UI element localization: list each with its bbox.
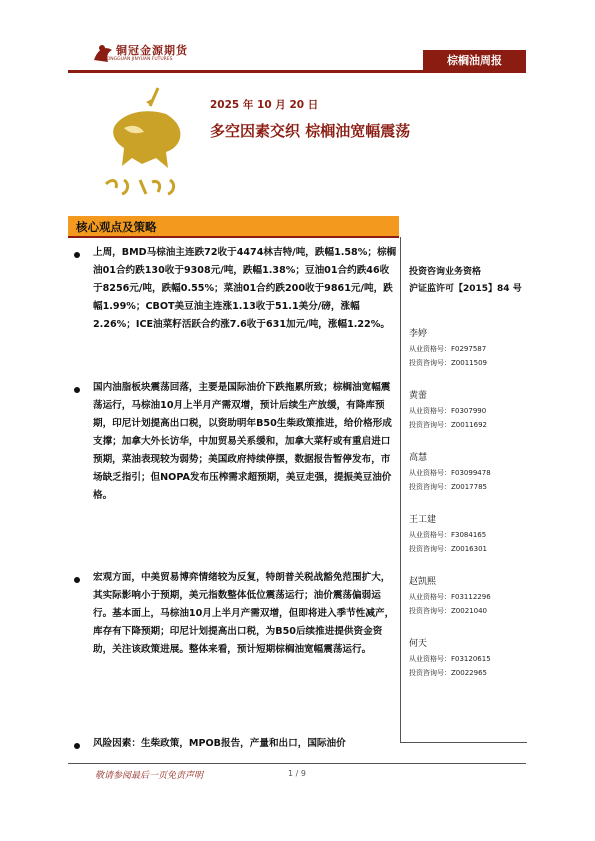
analyst-consult-no: 投资咨询号：Z0011509	[409, 359, 487, 367]
bullet-icon	[74, 387, 80, 393]
bullet-icon	[74, 743, 80, 749]
analyst-name: 王工建	[409, 515, 437, 525]
analyst-consult-no: 投资咨询号：Z0011692	[409, 421, 487, 429]
page-number: 1 / 9	[288, 769, 306, 778]
analyst-name: 高慧	[409, 453, 428, 463]
analyst-name: 何天	[409, 639, 428, 649]
company-name: 铜冠金源期货	[116, 44, 188, 57]
analyst-consult-no: 投资咨询号：Z0016301	[409, 545, 487, 553]
analyst-practice-no: 从业资格号：F0307990	[409, 407, 487, 415]
license-number: 沪证监许可【2015】84 号	[409, 284, 522, 294]
report-headline: 多空因素交织 棕榈油宽幅震荡	[210, 122, 411, 140]
footer-rule	[68, 763, 526, 764]
analyst-consult-no: 投资咨询号：Z0017785	[409, 483, 487, 491]
section-title: 核心观点及策略	[76, 220, 157, 234]
report-type-title: 棕榈油周报	[447, 54, 502, 67]
analyst-name: 黄蕾	[409, 391, 428, 401]
analyst-consult-no: 投资咨询号：Z0021040	[409, 607, 487, 615]
analyst-practice-no: 从业资格号：F03112296	[409, 593, 491, 601]
bullet-icon	[74, 252, 80, 258]
header-rule	[68, 70, 526, 73]
bullet-icon	[74, 577, 80, 583]
company-name-en: TONGGUAN JINYUAN FUTURES	[104, 57, 173, 62]
analyst-consult-no: 投资咨询号：Z0022965	[409, 669, 487, 677]
analyst-practice-no: 从业资格号：F03099478	[409, 469, 491, 477]
point-paragraph: 国内油脂板块震荡回落，主要是国际油价下跌拖累所致；棕榈油宽幅震荡运行，马棕油10月上半月产需双增，预计后续生产放缓，有降库预期，印尼计划提高出口税，以资助明年B50生柴政策推进，给价格形成支撑；加拿大外长访华，中加贸易关系缓和，加拿大菜籽或有重启进口预期，菜油表现较为弱势；美国政府持续停摆，数据报告暂停发布，市场缺乏指引；但NOPA发布压榨需求超预期，美豆走强，提振美豆油价格。	[93, 382, 392, 501]
bronze-vessel-emblem-icon	[96, 84, 196, 210]
section-underline	[68, 236, 399, 238]
report-date: 2025 年 10 月 20 日	[210, 99, 319, 111]
analyst-practice-no: 从业资格号：F0297587	[409, 345, 487, 353]
qualification-label: 投资咨询业务资格	[409, 267, 482, 277]
point-paragraph: 宏观方面，中美贸易博弈情绪较为反复，特朗普关税战豁免范围扩大，其实际影响小于预期，美元指数整体低位震荡运行；油价震荡偏弱运行。基本面上，马棕油10月上半月产需双增，但即将进入季节性减产，库存有下降预期；印尼计划提高出口税，为B50后续推进提供资金资助，关注该政策进展。整体来看，预计短期棕榈油宽幅震荡运行。	[93, 572, 395, 655]
analyst-practice-no: 从业资格号：F03120615	[409, 655, 491, 663]
disclaimer-note: 敬请参阅最后一页免责声明	[95, 771, 204, 781]
analyst-name: 赵凯熙	[409, 577, 437, 587]
analyst-practice-no: 从业资格号：F3084165	[409, 531, 487, 539]
point-paragraph: 风险因素：生柴政策，MPOB报告，产量和出口，国际油价	[93, 738, 346, 749]
analyst-name: 李婷	[409, 329, 428, 339]
point-paragraph: 上周，BMD马棕油主连跌72收于4474林吉特/吨，跌幅1.58%；棕榈油01合约跌130收于9308元/吨，跌幅1.38%；豆油01合约跌46收于8256元/吨，跌幅0.55%；菜油01合约跌200收于9861元/吨，跌幅1.99%；CBOT美豆油主连涨1.13收于51.1美分/磅，涨幅2.26%；ICE油菜籽活跃合约涨7.6收于631加元/吨，涨幅1.22%。	[93, 247, 397, 330]
